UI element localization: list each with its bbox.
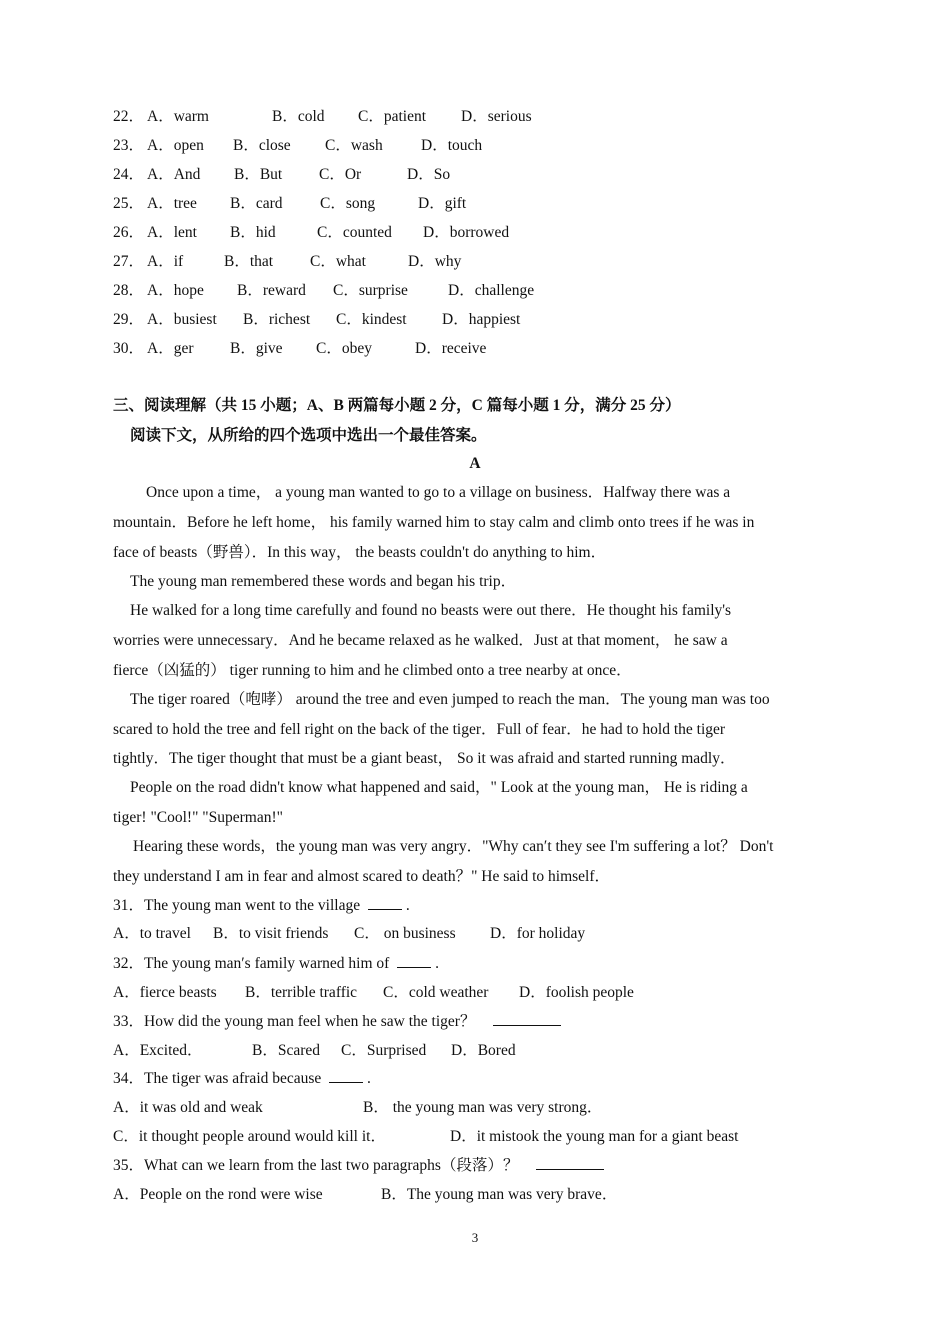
option-a: A．tree: [147, 195, 197, 212]
passage-line: Hearing these words，the young man was very angry．"Why can′t they see I'm suffering a lot？ Don't: [133, 838, 774, 855]
option-c: C．song: [320, 195, 376, 212]
option-b: B．terrible traffic: [245, 984, 358, 1001]
option-b: B．The young man was very brave．: [381, 1186, 618, 1203]
passage-line: scared to hold the tree and fell right on the back of the tiger．Full of fear．he had to hold the tiger: [113, 721, 726, 738]
passage-line: worries were unnecessary．And he became relaxed as he walked．Just at that moment， he saw a: [113, 632, 728, 649]
question-stem: 34．The tiger was afraid because: [113, 1070, 322, 1087]
option-a: A．open: [147, 137, 204, 154]
option-d: D．borrowed: [423, 224, 510, 241]
option-d: D．for holiday: [490, 925, 586, 942]
option-d: D．why: [408, 253, 462, 270]
option-b: B．richest: [243, 311, 311, 328]
option-a: A．And: [147, 166, 201, 183]
option-b: B．close: [233, 137, 291, 154]
option-a: A．busiest: [147, 311, 217, 328]
question-number: 28．: [113, 282, 145, 299]
question-stem: 35．What can we learn from the last two paragraphs（段落）？: [113, 1157, 519, 1174]
question-stem: 32．The young man′s family warned him of: [113, 955, 390, 972]
question-number: 27．: [113, 253, 145, 270]
passage-line: The tiger roared（咆哮） around the tree and even jumped to reach the man．The young man was too: [130, 691, 770, 708]
option-c: C．it thought people around would kill it．: [113, 1128, 386, 1145]
answer-blank: [536, 1155, 604, 1170]
option-b: B．But: [234, 166, 283, 183]
passage-line: tightly．The tiger thought that must be a giant beast， So it was afraid and started running madly．: [113, 750, 736, 767]
option-b: B．that: [224, 253, 274, 270]
passage-line: He walked for a long time carefully and found no beasts were out there．He thought his family's: [130, 602, 732, 619]
option-b: B．card: [230, 195, 283, 212]
option-c: C．surprise: [333, 282, 408, 299]
passage-line: The young man remembered these words and began his trip．: [130, 573, 517, 590]
option-b: B．to visit friends: [213, 925, 329, 942]
option-a: A．if: [147, 253, 184, 270]
option-c: C．obey: [316, 340, 372, 357]
passage-line: fierce（凶猛的） tiger running to him and he climbed onto a tree nearby at once．: [113, 662, 632, 679]
passage-line: they understand I am in fear and almost scared to death？" He said to himself．: [113, 868, 611, 885]
question-number: 29．: [113, 311, 145, 328]
option-d: D．Bored: [451, 1042, 516, 1059]
answer-blank: [493, 1011, 561, 1026]
option-c: C．patient: [358, 108, 427, 125]
option-d: D．serious: [461, 108, 532, 125]
option-b: B．reward: [237, 282, 306, 299]
passage-label: A: [469, 455, 481, 472]
answer-blank: [397, 953, 431, 968]
question-number: 30．: [113, 340, 145, 357]
option-d: D．challenge: [448, 282, 535, 299]
question-31: [113, 894, 410, 918]
option-b: B． the young man was very strong．: [363, 1099, 603, 1116]
option-c: C．Or: [319, 166, 362, 183]
option-c: C． on business: [354, 925, 456, 942]
option-c: C．Surprised: [341, 1042, 427, 1059]
option-a: A．Excited．: [113, 1042, 203, 1059]
option-d: D．foolish people: [519, 984, 634, 1001]
option-c: C．counted: [317, 224, 392, 241]
option-a: A．warm: [147, 108, 209, 125]
option-d: D．happiest: [442, 311, 521, 328]
question-period: .: [405, 897, 410, 914]
question-32: [113, 952, 439, 976]
question-number: 22．: [113, 108, 145, 125]
question-number: 24．: [113, 166, 145, 183]
question-number: 25．: [113, 195, 145, 212]
passage-line: mountain．Before he left home， his family warned him to stay calm and climb onto trees if he was in: [113, 514, 755, 531]
answer-blank: [368, 895, 402, 910]
question-33: [113, 1010, 561, 1034]
option-d: D．So: [407, 166, 451, 183]
option-a: A．to travel: [113, 925, 191, 942]
option-a: A．it was old and weak: [113, 1099, 263, 1116]
question-period: .: [367, 1070, 371, 1087]
passage-line: Once upon a time， a young man wanted to go to a village on business．Halfway there was a: [146, 484, 731, 501]
option-b: B．Scared: [252, 1042, 321, 1059]
option-b: B．cold: [272, 108, 325, 125]
option-d: D．it mistook the young man for a giant beast: [450, 1128, 739, 1145]
option-b: B．give: [230, 340, 283, 357]
option-c: C．what: [310, 253, 366, 270]
option-c: C．cold weather: [383, 984, 489, 1001]
option-a: A．fierce beasts: [113, 984, 217, 1001]
section-instruction: 阅读下文，从所给的四个选项中选出一个最佳答案。: [130, 427, 487, 444]
option-a: A．hope: [147, 282, 204, 299]
question-34: [113, 1067, 371, 1091]
question-number: 26．: [113, 224, 145, 241]
option-a: A．lent: [147, 224, 197, 241]
answer-blank: [329, 1068, 363, 1083]
option-c: C．wash: [325, 137, 383, 154]
page-number: 3: [471, 1230, 479, 1245]
section-title: 三、阅读理解（共 15 小题；A、B 两篇每小题 2 分，C 篇每小题 1 分，满分 25 分）: [113, 397, 681, 414]
passage-line: People on the road didn't know what happened and said，" Look at the young man， He is riding a: [130, 779, 748, 796]
option-b: B．hid: [230, 224, 276, 241]
option-c: C．kindest: [336, 311, 407, 328]
option-a: A．ger: [147, 340, 194, 357]
option-d: D．gift: [418, 195, 467, 212]
question-period: .: [435, 955, 439, 972]
passage-line: tiger! "Cool!" "Superman!": [113, 809, 283, 826]
option-d: D．receive: [415, 340, 487, 357]
question-stem: 31．The young man went to the village: [113, 897, 361, 914]
question-number: 23．: [113, 137, 145, 154]
question-stem: 33．How did the young man feel when he saw the tiger？: [113, 1013, 476, 1030]
passage-line: face of beasts（野兽）．In this way， the beasts couldn't do anything to him．: [113, 544, 607, 561]
question-35: [113, 1154, 604, 1178]
option-a: A．People on the rond were wise: [113, 1186, 323, 1203]
option-d: D．touch: [421, 137, 483, 154]
